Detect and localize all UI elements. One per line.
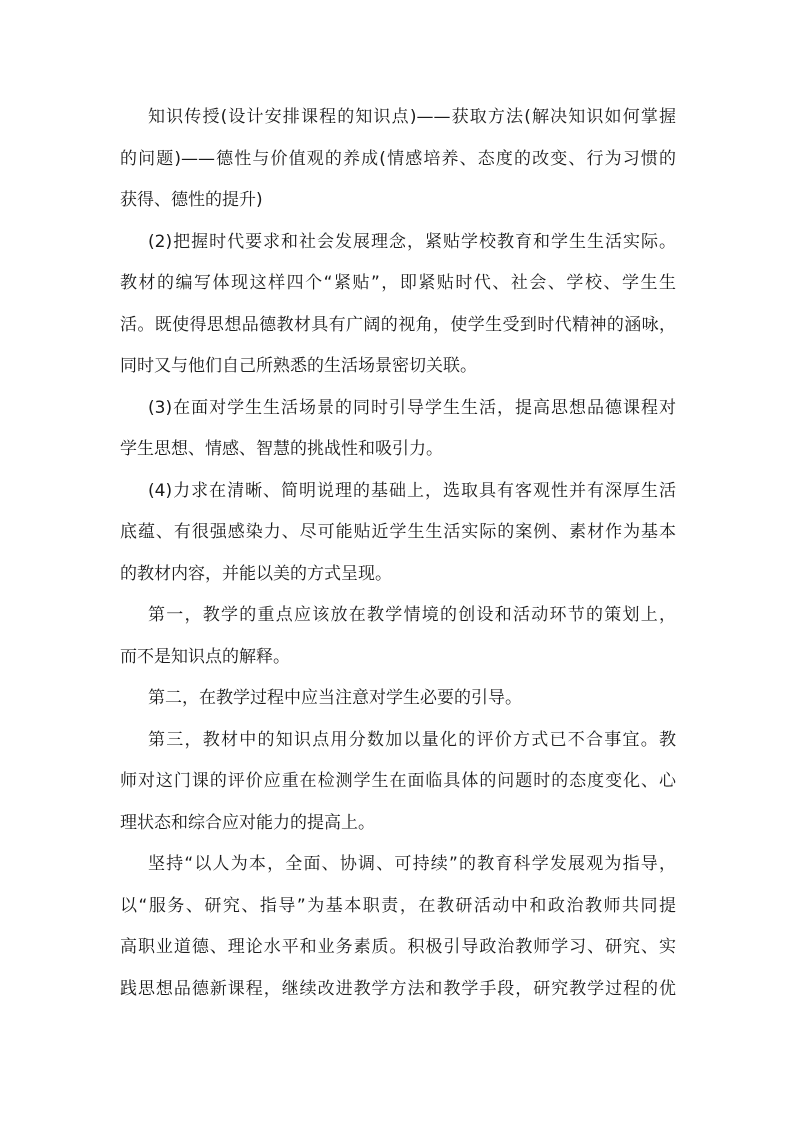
paragraph	[120, 388, 676, 471]
text-line: 坚持“以人为本，全面、协调、可持续”的教育科学发展观为指导，	[148, 854, 676, 874]
text-line: (2)把握时代要求和社会发展理念，紧贴学校教育和学生生活实际。	[148, 231, 676, 252]
text-line: 的问题)——德性与价值观的养成(情感培养、态度的改变、行为习惯的	[120, 148, 676, 169]
paragraph	[120, 720, 676, 845]
text-line: 第一，教学的重点应该放在教学情境的创设和活动环节的策划上，	[148, 605, 676, 625]
text-line: 获得、德性的提升)	[120, 190, 263, 210]
text-line: 同时又与他们自己所熟悉的生活场景密切关联。	[120, 356, 477, 376]
text-line: 活。既使得思想品德教材具有广阔的视角，使学生受到时代精神的涵咏，	[120, 314, 676, 335]
text-line: 第三，教材中的知识点用分数加以量化的评价方式已不合事宜。教	[148, 729, 676, 750]
text-line: 而不是知识点的解释。	[120, 646, 290, 667]
text-line: 知识传授(设计安排课程的知识点)——获取方法(解决知识如何掌握	[148, 107, 676, 127]
text-line: (4)力求在清晰、简明说理的基础上，选取具有客观性并有深厚生活	[148, 480, 676, 501]
text-line: 教材的编写体现这样四个“紧贴”，即紧贴时代、社会、学校、学生生	[120, 273, 676, 293]
text-line: 学生思想、情感、智慧的挑战性和吸引力。	[120, 439, 443, 459]
text-line: 高职业道德、理论水平和业务素质。积极引导政治教师学习、研究、实	[120, 937, 676, 957]
text-line: 第二，在教学过程中应当注意对学生必要的引导。	[148, 688, 522, 708]
paragraph	[120, 222, 676, 388]
paragraph	[120, 471, 676, 596]
paragraph	[120, 678, 676, 720]
text-line: 的教材内容，并能以美的方式呈现。	[120, 563, 392, 584]
paragraph	[120, 595, 676, 678]
text-line: (3)在面对学生生活场景的同时引导学生生活，提高思想品德课程对	[148, 397, 676, 418]
text-line: 践思想品德新课程，继续改进教学方法和教学手段，研究教学过程的优	[120, 978, 676, 999]
text-line: 底蕴、有很强感染力、尽可能贴近学生生活实际的案例、素材作为基本	[120, 522, 676, 542]
document-body	[120, 97, 676, 1010]
text-line: 以“服务、研究、指导”为基本职责，在教研活动中和政治教师共同提	[120, 895, 676, 916]
paragraph	[120, 844, 676, 1010]
paragraph	[120, 97, 676, 222]
text-line: 理状态和综合应对能力的提高上。	[120, 812, 375, 833]
text-line: 师对这门课的评价应重在检测学生在面临具体的问题时的态度变化、心	[120, 771, 676, 791]
